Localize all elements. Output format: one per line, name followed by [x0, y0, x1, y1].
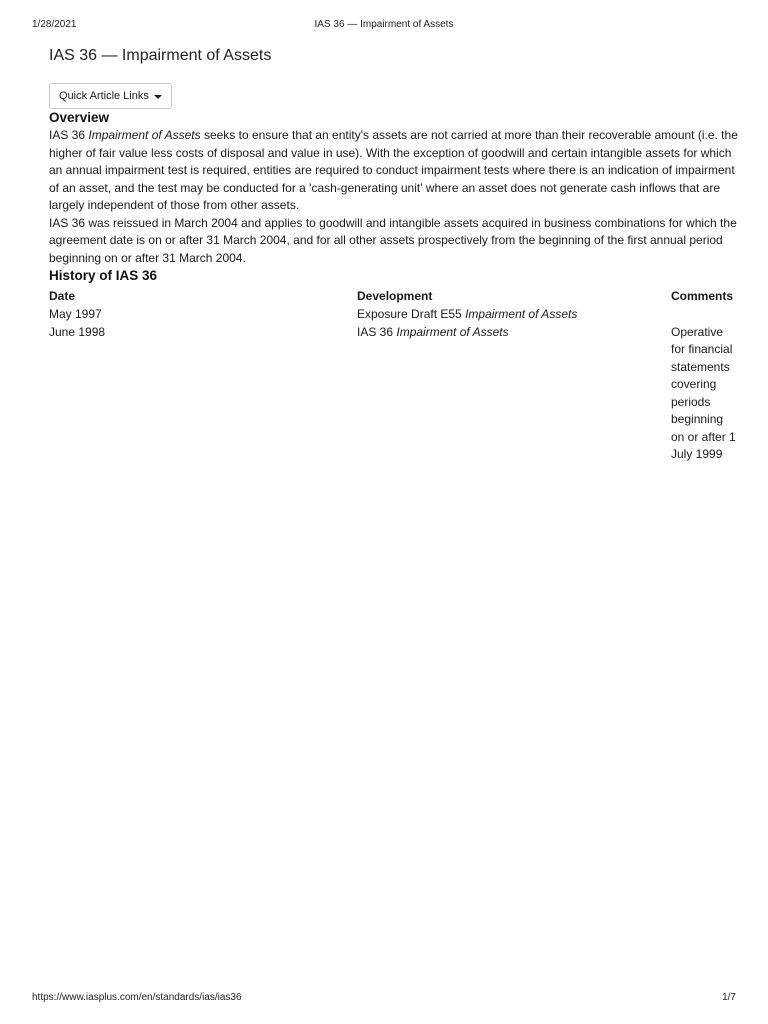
overview-heading: Overview: [49, 110, 110, 125]
column-header-development: Development: [357, 289, 433, 303]
row-comment: [671, 306, 739, 324]
caret-down-icon: [154, 95, 162, 99]
row-date: June 1998: [49, 324, 106, 339]
row-date: May 1997: [49, 307, 102, 321]
page-title: IAS 36 — Impairment of Assets: [49, 47, 272, 64]
quick-article-links-label: Quick Article Links: [59, 90, 149, 102]
row-development-italic: Impairment of Assets: [465, 307, 578, 321]
print-url: https://www.iasplus.com/en/standards/ias/ias36: [32, 992, 242, 1003]
print-page-number: 1/7: [722, 992, 736, 1003]
table-row: [49, 306, 739, 324]
print-footer: [32, 992, 736, 1006]
article-content: [49, 46, 739, 464]
row-development-prefix: Exposure Draft E55: [357, 307, 466, 321]
column-header-comments: Comments: [671, 289, 734, 303]
row-development-italic: Impairment of Assets: [396, 324, 509, 339]
history-header-row: [49, 288, 739, 306]
print-header: [32, 19, 736, 33]
print-title: IAS 36 — Impairment of Assets: [314, 19, 454, 30]
table-row: [49, 324, 739, 464]
print-date: 1/28/2021: [32, 19, 77, 30]
overview-paragraph-2: IAS 36 was reissued in March 2004 and applies to goodwill and intangible assets acquired in business combinations for which the agreement date is on or after 31 March 2004, and for all other assets prospectively from the beginning of the first annual period beginning on or after 31 March 2004.: [49, 215, 737, 265]
overview-paragraph-1: [49, 127, 739, 215]
history-heading: History of IAS 36: [49, 268, 158, 283]
overview-p1-prefix: IAS 36: [49, 128, 89, 142]
overview-p1-italic: Impairment of Assets: [88, 128, 201, 142]
overview-p1-rest: seeks to ensure that an entity's assets are not carried at more than their recoverable amount (i.e. the higher of fair value less costs of disposal and value in use). With the exception of goodwill and certain intangible assets for which an annual impairment test is required, entities are required to conduct impairment tests where there is an indication of impairment of an asset, and the test may be conducted for a 'cash-generating unit' where an asset does not generate cash inflows that are largely independent of those from other assets.: [49, 128, 738, 212]
row-development: [357, 306, 671, 324]
row-development-prefix: IAS 36: [357, 324, 397, 339]
row-comment: Operative for financial statements covering periods beginning on or after 1 July 1999: [671, 324, 736, 461]
history-table: [49, 288, 739, 464]
quick-article-links-button[interactable]: [49, 83, 172, 109]
column-header-date: Date: [49, 289, 76, 303]
row-development: [357, 324, 671, 464]
